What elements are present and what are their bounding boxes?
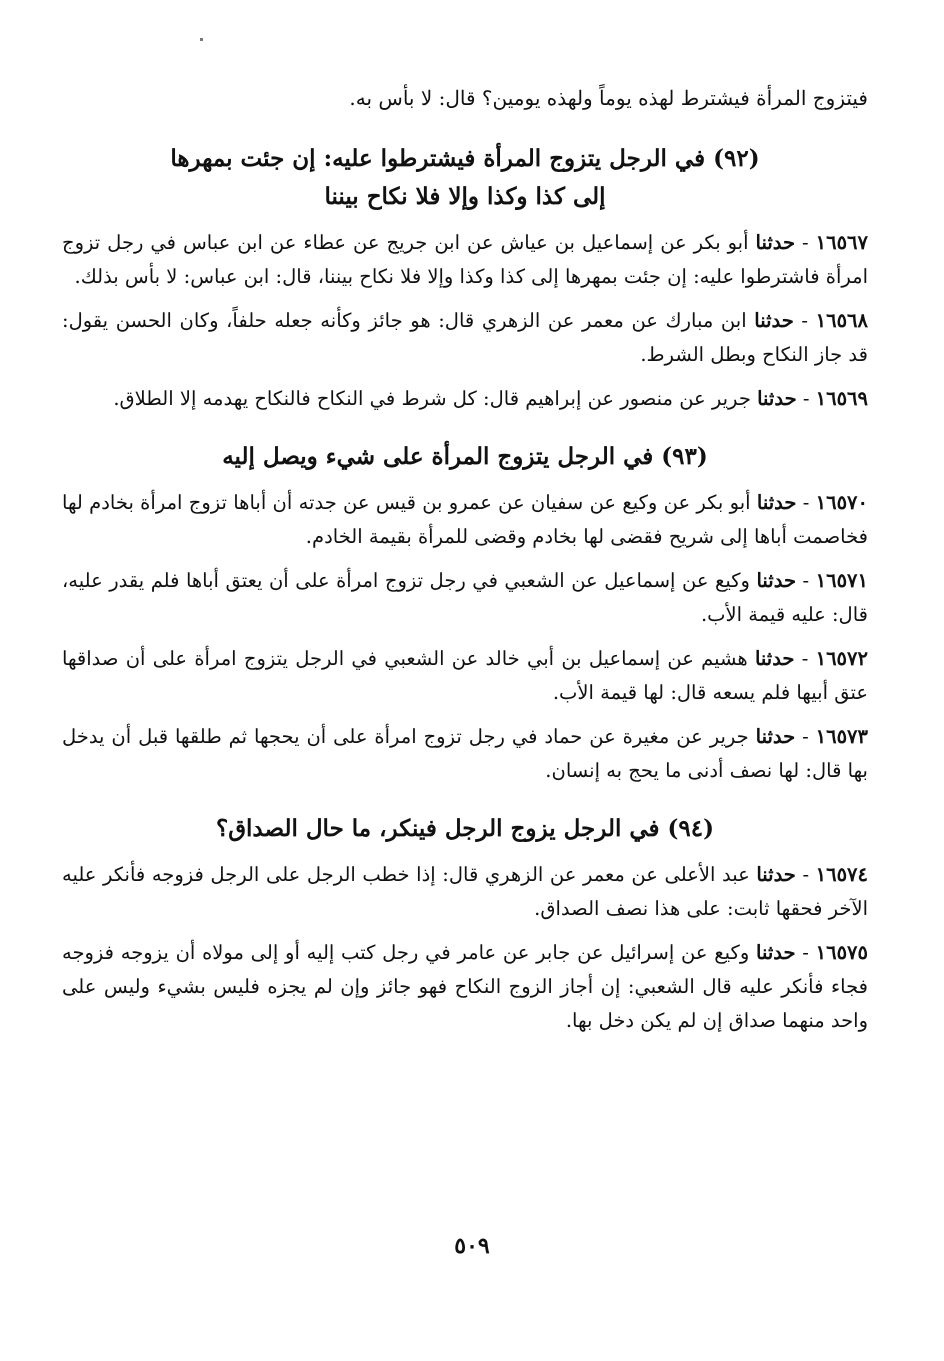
hadith-entry: ١٦٥٧٣ - حدثنا جرير عن مغيرة عن حماد في رجل تزوج امرأة على أن يحجها ثم طلقها قبل أن يدخل بها قال: لها نصف أدنى ما يحج به إنسان.	[62, 725, 869, 782]
section-title	[62, 438, 868, 476]
hadith-lead: حدثنا	[756, 491, 797, 514]
hadith-entry: ١٦٥٧٤ - حدثنا عبد الأعلى عن معمر عن الزهري قال: إذا خطب الرجل على الرجل فزوجه فأنكر عليه الآخر فحقها ثابت: على هذا نصف الصداق.	[62, 863, 868, 920]
hadith-text: هشيم عن إسماعيل بن أبي خالد عن الشعبي في الرجل يتزوج امرأة على أن صداقها عتق أبيها فلم يسعه قال: لها قيمة الأب.	[62, 647, 868, 704]
section-title	[62, 810, 868, 848]
section-93	[62, 438, 868, 788]
scan-speck	[200, 38, 203, 41]
hadith-number: ١٦٥٧٣	[815, 725, 869, 748]
hadith-lead: حدثنا	[756, 863, 796, 886]
hadith-lead: حدثنا	[756, 569, 796, 592]
hadith-text: جرير عن منصور عن إبراهيم قال: كل شرط في النكاح فالنكاح يهدمه إلا الطلاق.	[113, 387, 751, 410]
hadith-entry: ١٦٥٦٩ - حدثنا جرير عن منصور عن إبراهيم قال: كل شرط في النكاح فالنكاح يهدمه إلا الطلاق.	[113, 387, 868, 410]
hadith-number: ١٦٥٧٥	[815, 941, 868, 964]
section-title-line: (٩٤) في الرجل يزوج الرجل فينكر، ما حال الصداق؟	[215, 815, 715, 842]
hadith-lead: حدثنا	[756, 941, 796, 964]
section-title-line: (٩٣) في الرجل يتزوج المرأة على شيء ويصل إليه	[222, 443, 708, 470]
section-title-line: إلى كذا وكذا وإلا فلا نكاح بيننا	[324, 183, 606, 210]
hadith-lead: حدثنا	[754, 647, 795, 670]
hadith-number: ١٦٥٧٢	[815, 647, 868, 670]
hadith-text: وكيع عن إسرائيل عن جابر عن عامر في رجل كتب إليه أو إلى مولاه أن يزوجه فزوجه فجاء فأنكر عليه قال الشعبي: إن أجاز الزوج النكاح فهو جائز وإن لم يجزه فليس بشيء وليس على واحد منهما صداق إن لم يكن دخل بها.	[62, 941, 868, 1032]
hadith-lead: حدثنا	[755, 725, 796, 748]
hadith-text: عبد الأعلى عن معمر عن الزهري قال: إذا خطب الرجل على الرجل فزوجه فأنكر عليه الآخر فحقها ثابت: على هذا نصف الصداق.	[62, 863, 868, 920]
hadith-lead: حدثنا	[754, 309, 794, 332]
hadith-entry: ١٦٥٦٧ - حدثنا أبو بكر عن إسماعيل بن عياش عن ابن جريج عن عطاء عن ابن عباس في رجل تزوج امرأة فاشترطوا عليه: إن جئت بمهرها إلى كذا وكذا وإلا فلا نكاح بيننا، قال: ابن عباس: لا بأس بذلك.	[62, 231, 868, 288]
hadith-text: أبو بكر عن إسماعيل بن عياش عن ابن جريج عن عطاء عن ابن عباس في رجل تزوج امرأة فاشترطوا عليه: إن جئت بمهرها إلى كذا وكذا وإلا فلا نكاح بيننا، قال: ابن عباس: لا بأس بذلك.	[62, 231, 868, 288]
page-number: ٥٠٩	[454, 1233, 490, 1259]
section-94	[62, 810, 868, 1038]
hadith-text: أبو بكر عن وكيع عن سفيان عن عمرو بن قيس عن جدته أن أباها تزوج امرأة بخادم لها فخاصمت أباها إلى شريح فقضى لها بخادم وقضى للمرأة بقيمة الخادم.	[62, 491, 868, 548]
hadith-number: ١٦٥٧١	[815, 569, 868, 592]
hadith-number: ١٦٥٧٤	[815, 863, 868, 886]
hadith-lead: حدثنا	[755, 231, 796, 254]
page-body	[62, 78, 868, 1048]
section-title	[62, 140, 868, 216]
hadith-entry: ١٦٥٦٨ - حدثنا ابن مبارك عن معمر عن الزهري قال: هو جائز وكأنه جعله حلفاً، وكان الحسن يقول: قد جاز النكاح وبطل الشرط.	[62, 309, 868, 366]
hadith-entry: ١٦٥٧٥ - حدثنا وكيع عن إسرائيل عن جابر عن عامر في رجل كتب إليه أو إلى مولاه أن يزوجه فزوجه فجاء فأنكر عليه قال الشعبي: إن أجاز الزوج النكاح فهو جائز وإن لم يجزه فليس بشيء وليس على واحد منهما صداق إن لم يكن دخل بها.	[62, 941, 868, 1032]
section-title-line: (٩٢) في الرجل يتزوج المرأة فيشترطوا عليه: إن جئت بمهرها	[170, 145, 760, 172]
section-92	[62, 140, 868, 416]
hadith-entry: ١٦٥٧١ - حدثنا وكيع عن إسماعيل عن الشعبي في رجل تزوج امرأة على أن يعتق أباها فلم يقدر عليه، قال: عليه قيمة الأب.	[62, 569, 868, 626]
hadith-number: ١٦٥٧٠	[815, 491, 868, 514]
hadith-text: ابن مبارك عن معمر عن الزهري قال: هو جائز وكأنه جعله حلفاً، وكان الحسن يقول: قد جاز النكاح وبطل الشرط.	[62, 309, 868, 366]
hadith-text: جرير عن مغيرة عن حماد في رجل تزوج امرأة على أن يحجها ثم طلقها قبل أن يدخل بها قال: لها نصف أدنى ما يحج به إنسان.	[62, 725, 868, 782]
hadith-number: ١٦٥٦٨	[815, 309, 868, 332]
continuation-line: فيتزوج المرأة فيشترط لهذه يوماً ولهذه يومين؟ قال: لا بأس به.	[349, 86, 868, 110]
hadith-entry: ١٦٥٧٠ - حدثنا أبو بكر عن وكيع عن سفيان عن عمرو بن قيس عن جدته أن أباها تزوج امرأة بخادم لها فخاصمت أباها إلى شريح فقضى لها بخادم وقضى للمرأة بقيمة الخادم.	[62, 491, 868, 548]
hadith-entry: ١٦٥٧٢ - حدثنا هشيم عن إسماعيل بن أبي خالد عن الشعبي في الرجل يتزوج امرأة على أن صداقها عتق أبيها فلم يسعه قال: لها قيمة الأب.	[62, 647, 868, 704]
hadith-number: ١٦٥٦٧	[815, 231, 868, 254]
hadith-number: ١٦٥٦٩	[815, 387, 868, 410]
hadith-text: وكيع عن إسماعيل عن الشعبي في رجل تزوج امرأة على أن يعتق أباها فلم يقدر عليه، قال: عليه قيمة الأب.	[62, 569, 868, 626]
hadith-lead: حدثنا	[757, 387, 797, 410]
